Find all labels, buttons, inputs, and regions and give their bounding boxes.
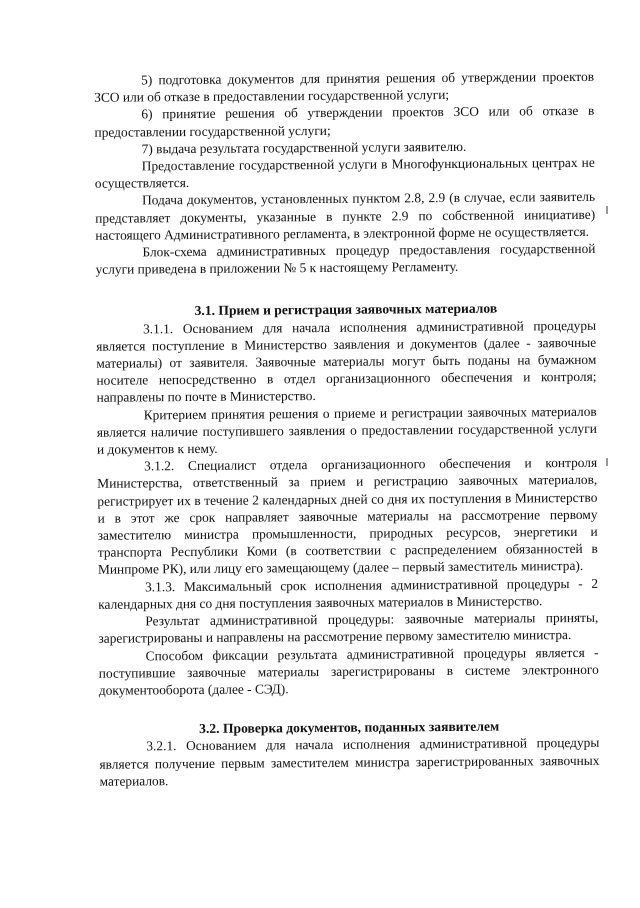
result-fixation-paragraph: Способом фиксации результата административной процедуры является - поступившие заявочные материалы зарегистрированы в системе электронного документооборота (далее - СЭД).: [98, 644, 599, 698]
flowchart-paragraph: Блок-схема административных процедур предоставления государственной услуги приведена в приложении № 5 к настоящему Регламенту.: [95, 240, 596, 277]
scan-mark: [606, 206, 608, 214]
section-3-1-heading: 3.1. Прием и регистрация заявочных материалов: [194, 301, 498, 319]
paragraph-3-2-1: 3.2.1. Основанием для начала исполнения административной процедуры является получение первым заместителем министра зарегистрированных заявочных материалов.: [99, 735, 600, 789]
list-item-6: 6) принятие решения об утверждении проектов ЗСО или об отказе в предоставлении государственной услуги;: [94, 103, 595, 140]
procedure-result-paragraph: Результат административной процедуры: заявочные материалы приняты, зарегистрированы и направлены на рассмотрение первому заместителю министра.: [98, 609, 599, 647]
paragraph-3-1-2: 3.1.2. Специалист отдела организационного обеспечения и контроля Министерства, ответственный за прием и регистрацию заявочных материалов, регистрирует их в течение 2 календарных дней со дня их поступления в Министерство и в этот же срок направляет заявочные материалы на рассмотрение первому заместителю министра промышленности, природных ресурсов, энергетики и транспорта Республики Коми (в соответствии с распределением обязанностей в Минпроме РК), или лицу его замещающему (далее – первый заместитель министра).: [97, 455, 598, 578]
section-3-2-heading: 3.2. Проверка документов, поданных заявителем: [199, 718, 500, 737]
paragraph-3-1-3: 3.1.3. Максимальный срок исполнения административной процедуры - 2 календарных дня со дня поступления заявочных материалов в Министерство.: [98, 575, 599, 612]
paragraph-3-1-1: 3.1.1. Основанием для начала исполнения административной процедуры является поступление в Министерство заявления и документов (далее - заявочные материалы) от заявителя. Заявочные материалы могут быть поданы на бумажном носителе непосредственно в отдел организационного обеспечения и контроля; направлены по почте в Министерство.: [96, 317, 597, 406]
mfc-paragraph: Предоставление государственной услуги в Многофункциональных центрах не осуществляется.: [94, 154, 595, 191]
scan-mark: [606, 458, 608, 466]
list-item-5: 5) подготовка документов для принятия решения об утверждении проектов ЗСО или об отказе в предоставлении государственной услуги;: [94, 68, 595, 105]
document-body: [94, 68, 600, 790]
electronic-submission-paragraph: Подача документов, установленных пунктом 2.8, 2.9 (в случае, если заявитель представляет документы, указанные в пункте 2.9 по собственной инициативе) настоящего Административного регламента, в электронной форме не осуществляется.: [95, 189, 596, 243]
list-item-7: 7) выдача результата государственной услуги заявителю.: [141, 138, 467, 157]
section-spacer: [96, 274, 596, 303]
decision-criterion-paragraph: Критерием принятия решения о приеме и регистрации заявочных материалов является наличие поступившего заявления о предоставлении государственной услуги и документов к нему.: [96, 403, 597, 457]
